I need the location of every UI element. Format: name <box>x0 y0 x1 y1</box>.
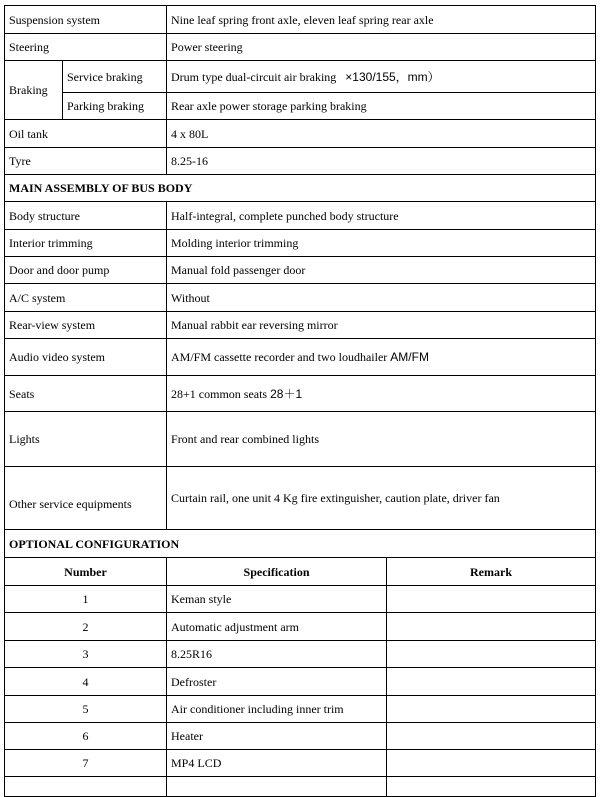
row-specification: 8.25R16 <box>167 641 387 668</box>
row-remark <box>387 586 596 613</box>
spec-row-interior-trimming <box>5 230 596 257</box>
spec-value: Manual rabbit ear reversing mirror <box>167 312 596 339</box>
row-remark <box>387 723 596 750</box>
row-number: 3 <box>5 641 167 668</box>
spec-value: Curtain rail, one unit 4 Kg fire extinguisher, caution plate, driver fan <box>167 467 596 530</box>
row-number: 2 <box>5 613 167 641</box>
spec-value-extra: 28＋1 <box>270 386 303 401</box>
spec-value-extra: ×130/155，mm） <box>345 69 440 84</box>
spec-value: Half-integral, complete punched body structure <box>167 202 596 230</box>
spec-value-extra: AM/FM <box>390 350 429 364</box>
spec-value <box>167 376 596 412</box>
spec-label: Other service equipments <box>5 467 167 530</box>
spec-label: A/C system <box>5 284 167 312</box>
table-row <box>5 750 596 777</box>
row-number: 1 <box>5 586 167 613</box>
row-remark <box>387 777 596 797</box>
table-row <box>5 696 596 723</box>
table-row <box>5 586 596 613</box>
spec-row-oil-tank <box>5 120 596 148</box>
spec-row-door <box>5 257 596 284</box>
column-header-number: Number <box>5 558 167 586</box>
spec-label: Interior trimming <box>5 230 167 257</box>
table-row <box>5 641 596 668</box>
table-row <box>5 668 596 696</box>
spec-label: Tyre <box>5 148 167 175</box>
table-row <box>5 613 596 641</box>
spec-row-seats <box>5 376 596 412</box>
row-remark <box>387 696 596 723</box>
spec-label-braking: Braking <box>5 61 63 120</box>
spec-label: Body structure <box>5 202 167 230</box>
row-remark <box>387 613 596 641</box>
row-remark <box>387 641 596 668</box>
spec-value: Molding interior trimming <box>167 230 596 257</box>
spec-value <box>167 339 596 376</box>
spec-sublabel: Service braking <box>63 61 167 93</box>
row-remark <box>387 750 596 777</box>
spec-row-tyre <box>5 148 596 175</box>
table-row <box>5 777 596 797</box>
row-remark <box>387 668 596 696</box>
spec-value-text: 28+1 common seats <box>171 386 268 401</box>
spec-label: Seats <box>5 376 167 412</box>
spec-sublabel: Parking braking <box>63 93 167 120</box>
row-number <box>5 777 167 797</box>
spec-value-text: Drum type dual-circuit air braking <box>171 69 337 84</box>
spec-value: Rear axle power storage parking braking <box>167 93 596 120</box>
spec-value-text: AM/FM cassette recorder and two loudhailer <box>171 350 388 364</box>
spec-table <box>4 5 596 797</box>
spec-label: Rear-view system <box>5 312 167 339</box>
section-title: MAIN ASSEMBLY OF BUS BODY <box>5 175 596 202</box>
row-specification: Keman style <box>167 586 387 613</box>
spec-value: Front and rear combined lights <box>167 412 596 467</box>
spec-row-steering <box>5 34 596 61</box>
column-header-specification: Specification <box>167 558 387 586</box>
spec-value: Manual fold passenger door <box>167 257 596 284</box>
row-specification: Defroster <box>167 668 387 696</box>
spec-row-ac-system <box>5 284 596 312</box>
spec-row-other-equipment <box>5 467 596 530</box>
spec-value: Without <box>167 284 596 312</box>
row-specification: MP4 LCD <box>167 750 387 777</box>
section-title: OPTIONAL CONFIGURATION <box>5 530 596 558</box>
spec-row-parking-braking <box>5 93 596 120</box>
spec-row-suspension <box>5 6 596 34</box>
spec-value: 8.25-16 <box>167 148 596 175</box>
spec-sheet <box>4 5 595 797</box>
spec-row-body-structure <box>5 202 596 230</box>
spec-label: Steering <box>5 34 167 61</box>
column-header-remark: Remark <box>387 558 596 586</box>
spec-row-lights <box>5 412 596 467</box>
spec-value: 4 x 80L <box>167 120 596 148</box>
row-specification: Air conditioner including inner trim <box>167 696 387 723</box>
spec-label: Audio video system <box>5 339 167 376</box>
spec-label: Oil tank <box>5 120 167 148</box>
spec-value <box>167 61 596 93</box>
section-header-bus-body <box>5 175 596 202</box>
row-number: 5 <box>5 696 167 723</box>
table-row <box>5 723 596 750</box>
spec-value: Power steering <box>167 34 596 61</box>
section-header-optional <box>5 530 596 558</box>
spec-value: Nine leaf spring front axle, eleven leaf spring rear axle <box>167 6 596 34</box>
row-specification <box>167 777 387 797</box>
spec-row-audio-video <box>5 339 596 376</box>
spec-label: Suspension system <box>5 6 167 34</box>
row-specification: Heater <box>167 723 387 750</box>
row-number: 7 <box>5 750 167 777</box>
row-number: 6 <box>5 723 167 750</box>
row-number: 4 <box>5 668 167 696</box>
spec-row-rear-view <box>5 312 596 339</box>
spec-label: Door and door pump <box>5 257 167 284</box>
spec-row-service-braking <box>5 61 596 93</box>
spec-label: Lights <box>5 412 167 467</box>
optional-table-header <box>5 558 596 586</box>
row-specification: Automatic adjustment arm <box>167 613 387 641</box>
